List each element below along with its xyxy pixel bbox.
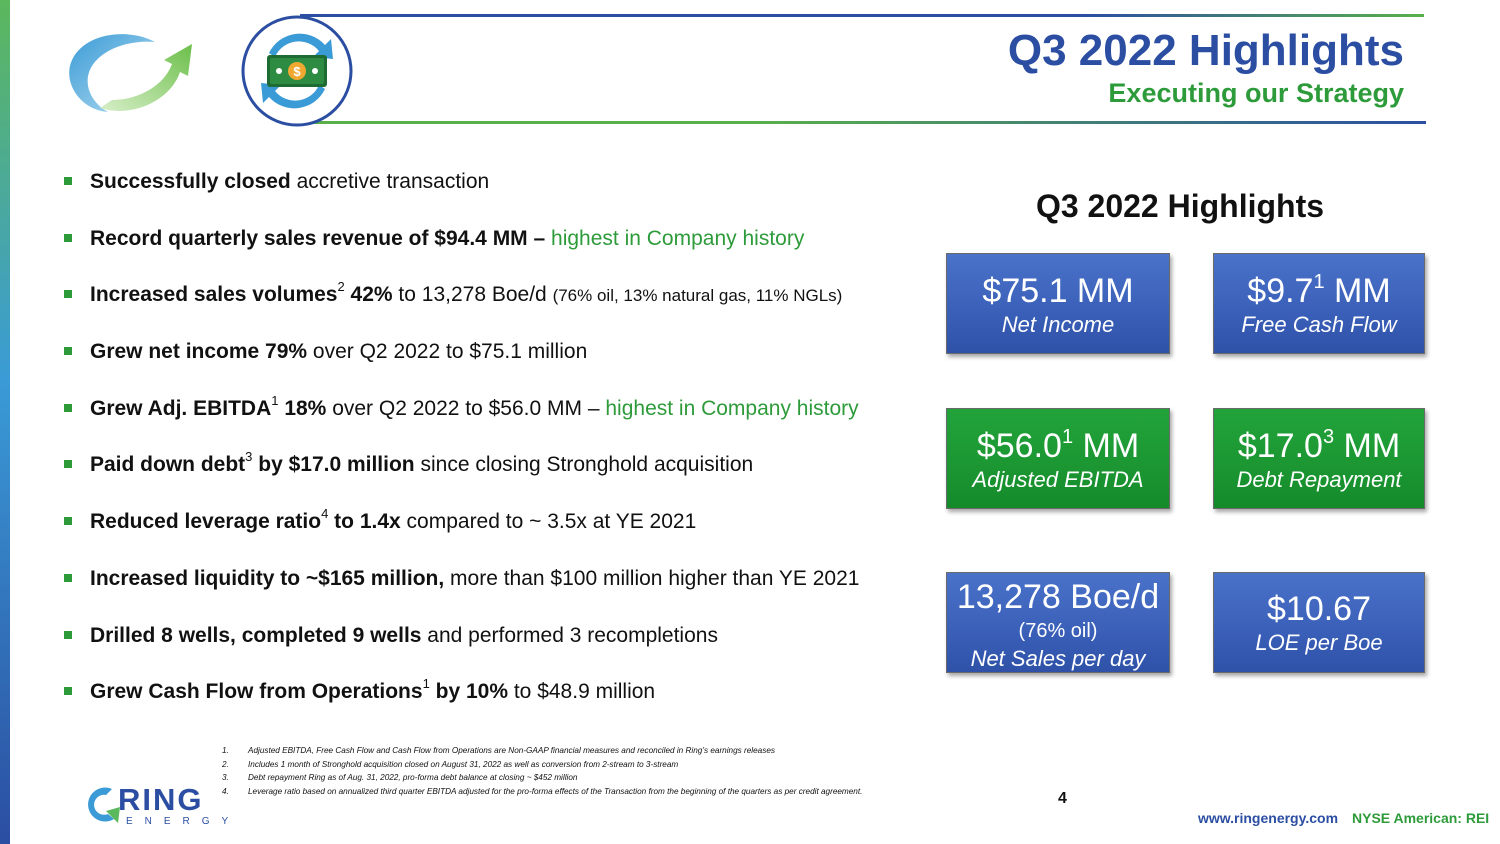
panel-title: Q3 2022 Highlights (1035, 188, 1325, 224)
net-income-card (946, 253, 1170, 354)
left-accent-bar (0, 0, 10, 844)
card-value: $17.0$^3$ MM (1237, 425, 1401, 465)
list-item: Drilled 8 wells, completed 9 wells and performed 3 recompletions (62, 622, 942, 679)
highlights-list (62, 168, 942, 735)
circular-arrow-logo-icon (60, 20, 200, 120)
card-value: $\$9.7^1$ MM (1247, 270, 1391, 310)
free-cash-flow-card (1213, 253, 1425, 354)
card-value: $75.1 MM (982, 272, 1134, 310)
svg-text:$: $ (293, 64, 301, 79)
header-bottom-rule (300, 121, 1426, 124)
list-item: Grew net income 79% over Q2 2022 to $75.1 million (62, 338, 942, 395)
net-sales-card (946, 572, 1170, 673)
list-item: Increased sales volumes$^2$ 42% to 13,278 Boe/d (76% oil, 13% natural gas, 11% NGLs) (62, 281, 942, 338)
adjusted-ebitda-card (946, 408, 1170, 509)
loe-card (1213, 572, 1425, 673)
card-value: 13,278 Boe/d (956, 578, 1160, 616)
list-item: Increased liquidity to ~$165 million, more than $100 million higher than YE 2021 (62, 565, 942, 622)
card-label: Debt Repayment (1236, 467, 1402, 492)
footnote: 3. Debt repayment Ring as of Aug. 31, 2022, pro-forma debt balance at closing ~ $452 million (222, 773, 578, 782)
card-value: $56.0$^1$ MM (976, 425, 1140, 465)
footnote: 4. Leverage ratio based on annualized third quarter EBITDA adjusted for the pro-forma effects of the Transaction from the beginning of the quarters as per credit agreement. (222, 786, 863, 796)
card-label: LOE per Boe (1255, 630, 1383, 655)
footnotes (222, 744, 1022, 798)
list-item: Record quarterly sales revenue of $94.4 MM – highest in Company history (62, 225, 942, 282)
energy-logo-word: ENERGY (126, 816, 241, 827)
website-link[interactable]: www.ringenergy.com (1198, 810, 1339, 826)
footnote: 1. Adjusted EBITDA, Free Cash Flow and Cash Flow from Operations are Non-GAAP financial measures and reconciled in Ring’s earnings releases (222, 746, 775, 755)
list-item: Grew Cash Flow from Operations$^1$ by 10% to $48.9 million (62, 678, 942, 735)
list-item: Reduced leverage ratio$^4$ to 1.4x compared to ~ 3.5x at YE 2021 (62, 508, 942, 565)
exchange-ticker: NYSE American: REI (1352, 810, 1490, 826)
card-label: Adjusted EBITDA (972, 467, 1144, 492)
footnote: 2. Includes 1 month of Stronghold acquisition closed on August 31, 2022 as well as conversion from 2-stream to 3-stream (222, 759, 679, 769)
card-label: Net Income (1001, 312, 1115, 337)
list-item: Paid down debt$^3$ by $17.0 million since closing Stronghold acquisition (62, 451, 942, 508)
card-label: Free Cash Flow (1241, 312, 1397, 337)
list-item: Grew Adj. EBITDA$^1$ 18% over Q2 2022 to $56.0 MM – highest in Company history (62, 395, 942, 452)
card-subvalue: (76% oil) (1018, 620, 1098, 642)
page-title: Q3 2022 Highlights (1007, 26, 1404, 75)
card-value: $10.67 (1267, 590, 1371, 628)
header-top-rule (300, 14, 1424, 17)
ring-logo-word: RING (118, 782, 204, 817)
card-label: Net Sales per day (970, 646, 1146, 671)
cash-cycle-icon (241, 15, 353, 127)
page-number: 4 (1058, 790, 1067, 807)
debt-repayment-card (1213, 408, 1425, 509)
page-subtitle: Executing our Strategy (1108, 78, 1404, 108)
list-item: Successfully closed accretive transaction (62, 168, 942, 225)
